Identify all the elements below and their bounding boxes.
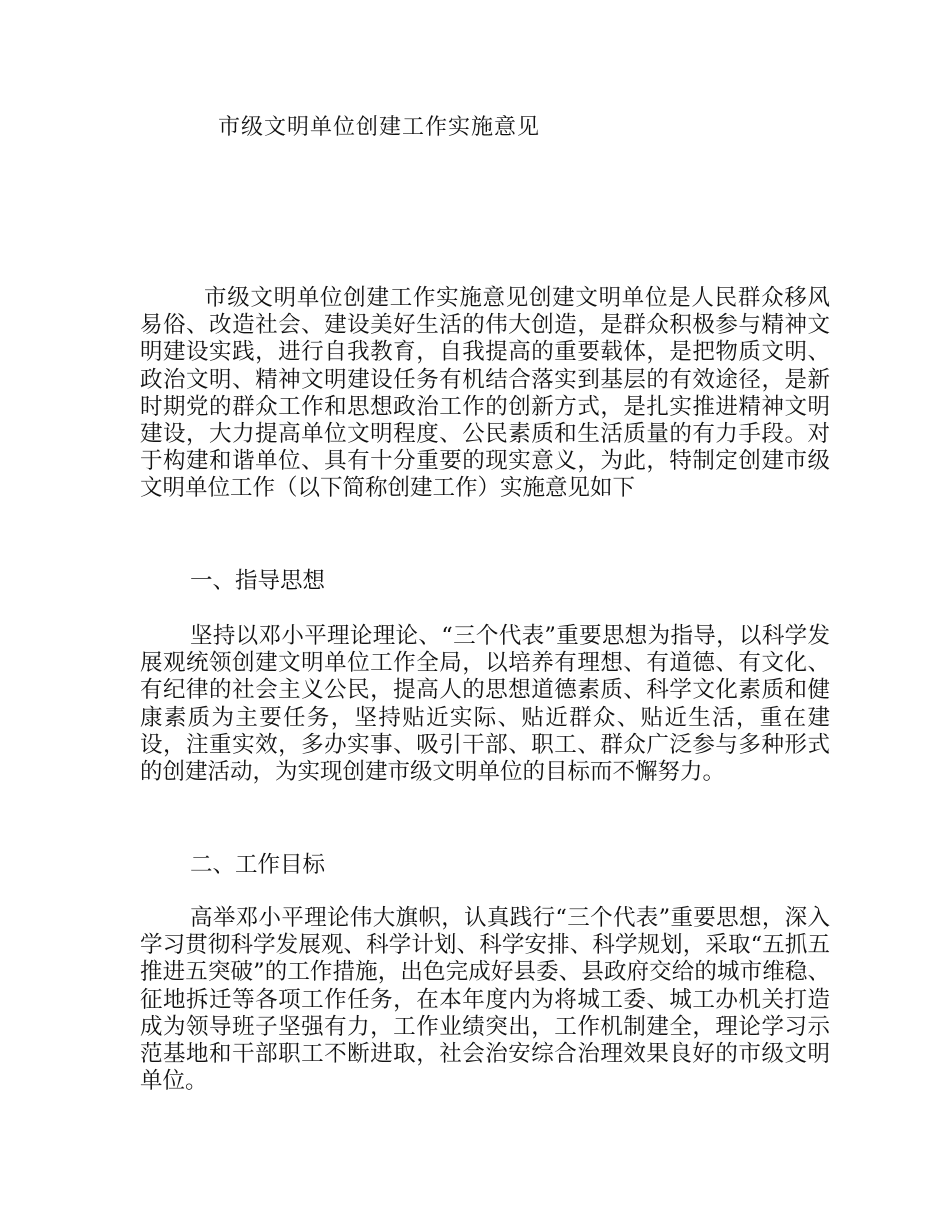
section-heading-work-goals: 二、工作目标: [190, 852, 326, 878]
section-heading-guiding-ideology: 一、指导思想: [190, 568, 326, 594]
section-body-guiding-ideology: 坚持以邓小平理论理论、“三个代表”重要思想为指导，以科学发展观统领创建文明单位工作全局，以培养有理想、有道德、有文化、有纪律的社会主义公民，提高人的思想道德素质、科学文化素质和健康素质为主要任务，坚持贴近实际、贴近群众、贴近生活，重在建设，注重实效，多办实事、吸引干部、职工、群众广泛参与多种形式的创建活动，为实现创建市级文明单位的目标而不懈努力。: [140, 623, 830, 786]
document-title: 市级文明单位创建工作实施意见: [218, 115, 541, 140]
section-body-work-goals: 高举邓小平理论伟大旗帜，认真践行“三个代表”重要思想，深入学习贯彻科学发展观、科学计划、科学安排、科学规划，采取“五抓五推进五突破”的工作措施，出色完成好县委、县政府交给的城市维稳、征地拆迁等各项工作任务，在本年度内为将城工委、城工办机关打造成为领导班子坚强有力，工作业绩突出，工作机制建全，理论学习示范基地和干部职工不断进取，社会治安综合治理效果良好的市级文明单位。: [140, 905, 830, 1095]
intro-paragraph: 市级文明单位创建工作实施意见创建文明单位是人民群众移风易俗、改造社会、建设美好生活的伟大创造，是群众积极参与精神文明建设实践，进行自我教育，自我提高的重要载体，是把物质文明、政治文明、精神文明建设任务有机结合落实到基层的有效途径，是新时期党的群众工作和思想政治工作的创新方式，是扎实推进精神文明建设，大力提高单位文明程度、公民素质和生活质量的有力手段。对于构建和谐单位、具有十分重要的现实意义，为此，特制定创建市级文明单位工作（以下简称创建工作）实施意见如下: [140, 285, 830, 502]
